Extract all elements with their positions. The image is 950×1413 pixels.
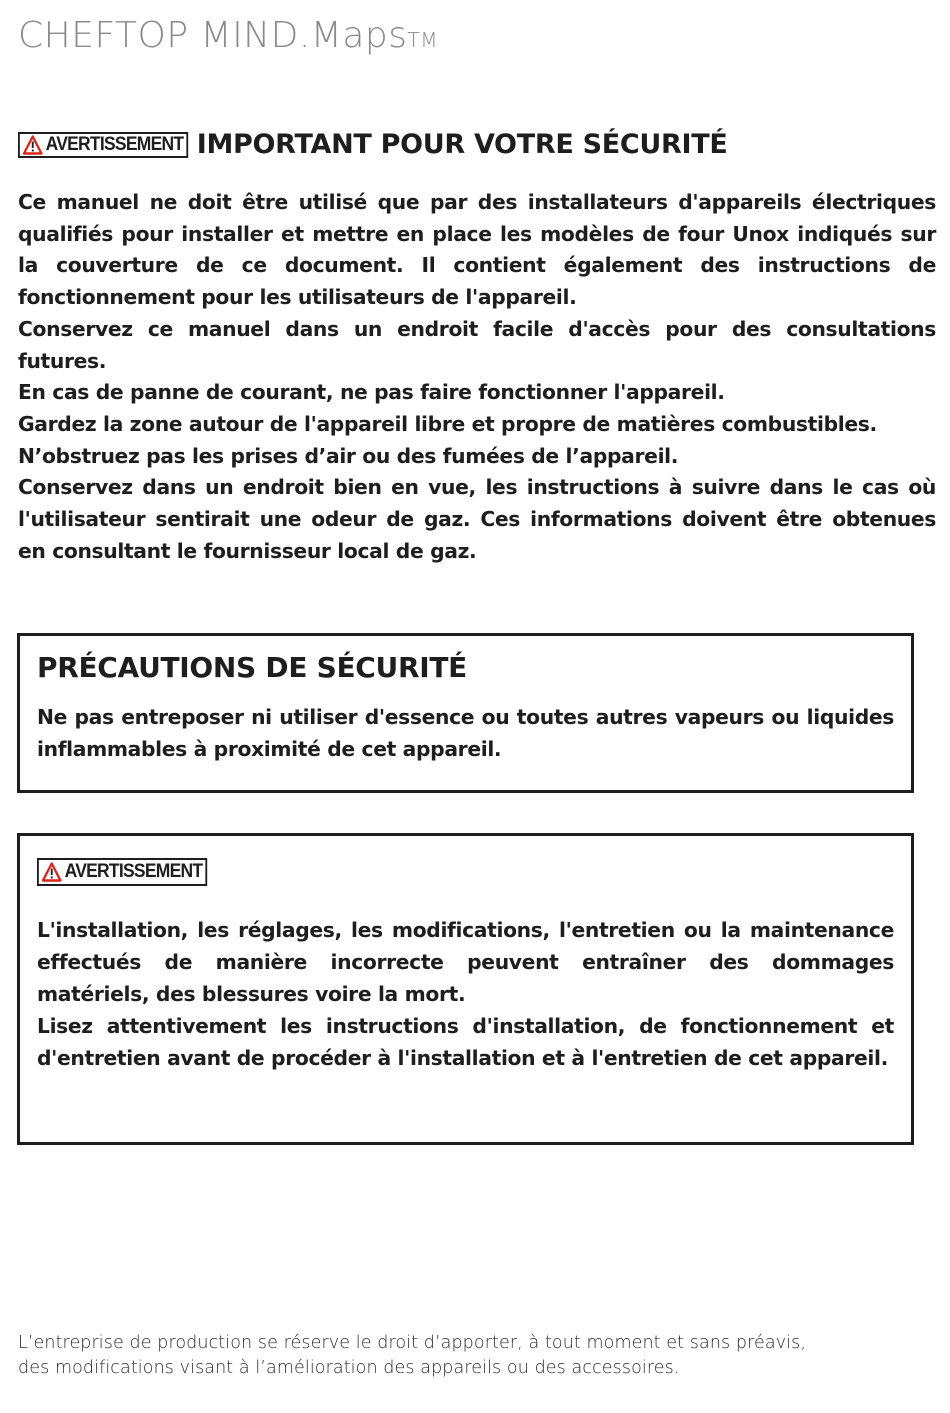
warning-triangle-icon [23, 135, 43, 155]
box-text [37, 914, 894, 1074]
section-title: IMPORTANT POUR VOTRE SÉCURITÉ [196, 129, 728, 160]
warning-badge-wrapper [37, 858, 894, 888]
footer-disclaimer [18, 1331, 938, 1381]
document-header [18, 14, 438, 58]
important-safety-text [18, 187, 936, 567]
box-title: PRÉCAUTIONS DE SÉCURITÉ [37, 651, 467, 684]
paragraph: Gardez la zone autour de l'appareil libre et propre de matières combustibles. [18, 411, 877, 436]
warning-badge-label: AVERTISSEMENT [45, 133, 184, 155]
warning-badge [37, 858, 207, 886]
paragraph: Conservez ce manuel dans un endroit facile d'accès pour des consultations futures. [18, 316, 936, 373]
paragraph: Ce manuel ne doit être utilisé que par des installateurs d'appareils électriques qualifiés pour installer et mettre en place les modèles de four Unox indiqués sur la couverture de ce document. Il contient également des instructions de fonctionnement pour les utilisateurs de l'appareil. [18, 190, 936, 310]
footer-line: L’entreprise de production se réserve le droit d’apporter, à tout moment et sans préavis, [18, 1333, 807, 1353]
warning-badge-label: AVERTISSEMENT [64, 861, 203, 882]
warning-box [17, 833, 914, 1145]
footer-line: des modifications visant à l’amélioration des appareils ou des accessoires. [18, 1358, 680, 1378]
paragraph: L'installation, les réglages, les modifications, l'entretien ou la maintenance effectués de manière incorrecte peuvent entraîner des dommages matériels, des blessures voire la mort. [37, 918, 894, 1006]
warning-triangle-icon [42, 862, 62, 882]
paragraph: En cas de panne de courant, ne pas faire fonctionner l'appareil. [18, 380, 725, 405]
safety-precautions-box [17, 633, 914, 793]
paragraph: Ne pas entreposer ni utiliser d'essence ou toutes autres vapeurs ou liquides inflammables à proximité de cet appareil. [37, 705, 894, 761]
paragraph: Conservez dans un endroit bien en vue, les instructions à suivre dans le cas où l'utilisateur sentirait une odeur de gaz. Ces informations doivent être obtenues en consultant le fournisseur local de gaz. [18, 475, 936, 563]
important-safety-heading [18, 129, 728, 160]
brand-title: CHEFTOP MIND.Maps [18, 15, 408, 56]
paragraph: N’obstruez pas les prises d’air ou des fumées de l’appareil. [18, 443, 679, 468]
box-text [37, 701, 894, 765]
trademark-mark: TM [407, 28, 438, 52]
warning-badge [18, 132, 188, 158]
paragraph: Lisez attentivement les instructions d'installation, de fonctionnement et d'entretien avant de procéder à l'installation et à l'entretien de cet appareil. [37, 1014, 894, 1070]
